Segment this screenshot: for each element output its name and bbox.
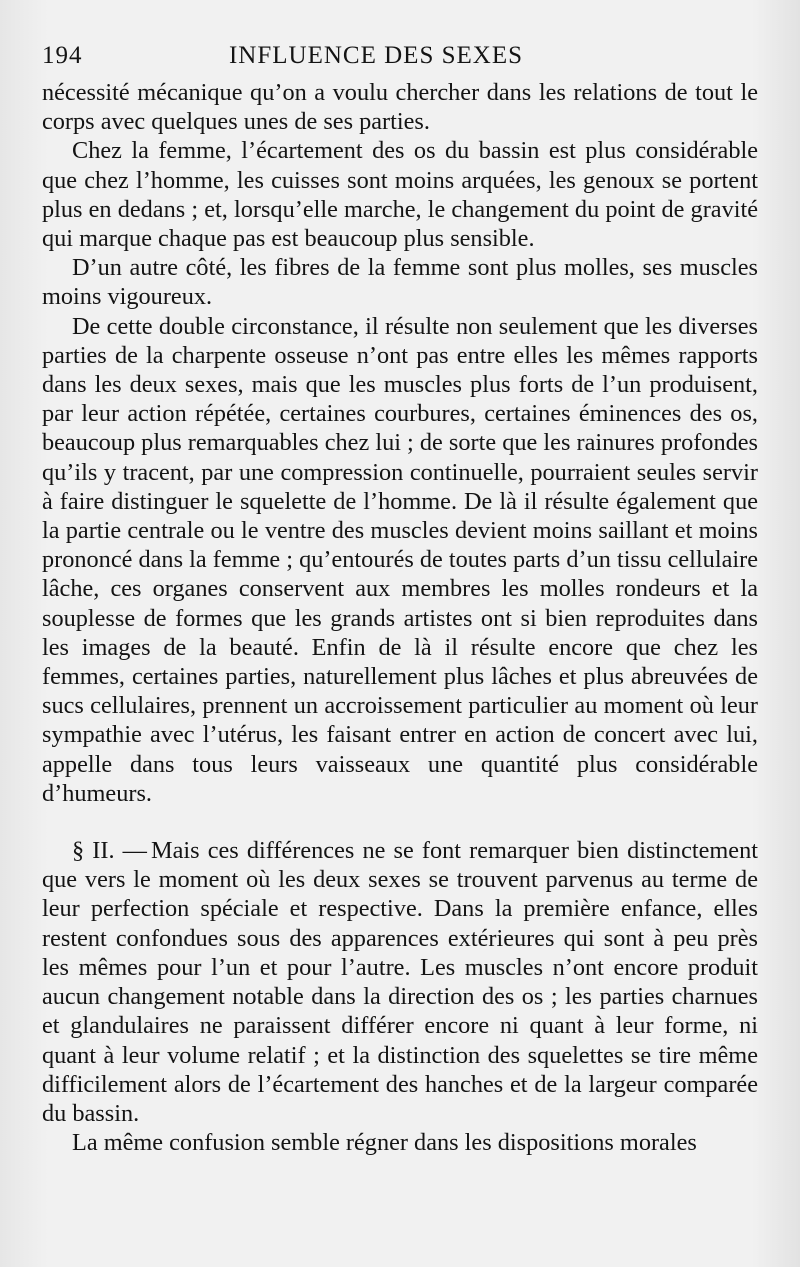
running-title: INFLUENCE DES SEXES — [228, 42, 523, 69]
body-text — [42, 78, 758, 1157]
section-paragraph — [42, 836, 758, 1128]
page-header — [42, 38, 758, 74]
paragraph-skeleton: De cette double circonstance, il résulte non seulement que les diverses parties de la charpente osseuse n’ont pas entre elles les mêmes rapports dans les deux sexes, mais que les muscles plus forts de l’un produisent, par leur action répétée, certaines courbures, certaines éminences des os, beaucoup plus remarquables chez lui ; de sorte que les rainures profondes qu’ils y tracent, par une compression continuelle, pourraient seules servir à faire distinguer le squelette de l’homme. De là il résulte également que la partie centrale ou le ventre des muscles devient moins saillant et moins prononcé dans la femme ; qu’entourés de toutes parts d’un tissu cellulaire lâche, ces organes conservent aux membres les molles rondeurs et la souplesse de formes que les grands artistes ont si bien reproduites dans les images de la beauté. Enfin de là il résulte encore que chez les femmes, certaines parties, naturellement plus lâches et plus abreuvées de sucs cellulaires, prennent un accroissement particulier au moment où leur sympathie avec l’utérus, les faisant entrer en action de concert avec lui, appelle dans tous leurs vaisseaux une quantité plus considérable d’humeurs. — [42, 312, 758, 807]
paragraph-fibres: D’un autre côté, les fibres de la femme sont plus molles, ses muscles moins vigoureux. — [42, 254, 758, 311]
section-label: § II. — — [72, 837, 147, 865]
section-paragraph-text: Mais ces différences ne se font remarquer bien distinctement que vers le moment où les deux sexes se trouvent parvenus au terme de leur perfection spéciale et respective. Dans la première enfance, elles restent confondues sous des apparences extérieures qui sont à peu près les mêmes pour l’un et pour l’autre. Les muscles n’ont encore produit aucun changement notable dans la direction des os ; les parties charnues et glandulaires ne paraissent différer encore ni quant à leur forme, ni quant à leur volume relatif ; et la distinction des squelettes se tire même difficilement alors de l’écartement des hanches et de la largeur comparée du bassin. — [42, 837, 758, 1127]
paragraph-last: La même confusion semble régner dans les dispositions morales — [72, 1129, 697, 1157]
paragraph-continued: nécessité mécanique qu’on a voulu chercher dans les relations de tout le corps avec quelques unes de ses parties. — [42, 79, 758, 136]
paragraph-pelvis: Chez la femme, l’écartement des os du bassin est plus considérable que chez l’homme, les cuisses sont moins arquées, les genoux se portent plus en dedans ; et, lorsqu’elle marche, le changement du point de gravité qui marque chaque pas est beaucoup plus sensible. — [42, 137, 758, 253]
page-number: 194 — [42, 42, 83, 69]
